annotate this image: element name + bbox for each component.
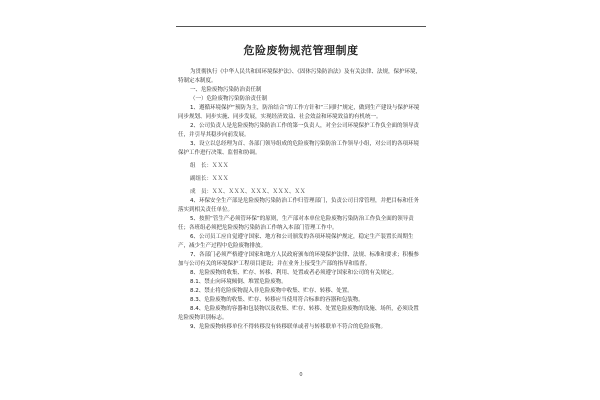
paragraph-item-6: 6、公司员工应自觉遵守国家、地方和公司颁发的各项环境保护规定，稳定生产装置长周期生产，减少生产过程中危险废物排放。 xyxy=(178,234,414,249)
deputy-leader-line: 副组长：ＸＸＸ xyxy=(190,176,229,182)
paragraph-item-4: 4、环保安全生产部是危险废物污染防治工作归管理部门，负责公司日常管理，并把目标和任务落实到相关责任单位。 xyxy=(178,198,420,213)
paragraph-item-2: 2、公司负责人是危险废物污染防治工作的第一负责人，对全公司环境保护工作负全面的领导责任，并引导其稳步向前发展。 xyxy=(178,123,420,138)
paragraph-intro: 为贯彻执行《中华人民共和国环境保护法》、《固体污染防治法》及有关法律、法规，保护环境，特制定本制度。 xyxy=(178,69,422,84)
paragraph-item-8-2: 8.2、禁止将危险废物混入非危险废物中收集、贮存、转移、处置。 xyxy=(190,288,353,294)
page-number: 0 xyxy=(299,372,303,378)
paragraph-item-3: 3、设立以总经理为首、各部门领导组成的危险废物污染防治工作领导小组，对公司的各项环境保护工作进行决策、监督和协调。 xyxy=(178,141,420,156)
paragraph-item-9: 9、危险废物转移单位不得转移没有转移联单或者与转移联单不符合的危险废物。 xyxy=(190,324,387,330)
section-heading: 一、危险废物污染防治责任制 xyxy=(190,87,262,93)
document-body xyxy=(178,68,424,332)
paragraph-item-1: 1、遵循环境保护“预防为主，防治结合”的工作方针和“三同时”规定，做到生产建设与保护环境同步规划、同步实施、同步发展，实现经济效益、社会效益和环境效益的有机统一。 xyxy=(178,105,420,120)
paragraph-item-7: 7、各部门必须严格遵守国家和地方人民政府颁布的环境保护法律、法规、标准和要求；积极参加与公司有关的环境保护工程项目建设；并在业务上接受生产部的指导和监督。 xyxy=(178,252,420,267)
leader-line: 组 长：ＸＸＸ xyxy=(190,163,229,169)
paragraph-item-5: 5、按照“管生产必须管环保”的原则，生产部对本单位危险废物污染防治工作负全面的领导责任；各班组必须把危险废物污染防治工作纳入本部门管理工作中。 xyxy=(178,216,414,231)
paragraph-item-8: 8、危险废物的收集、贮存、转移、利用、处置或者必须遵守国家和公司的有关规定。 xyxy=(190,270,398,276)
paragraph-item-8-4: 8.4、危险废物的容器和包装物以及收集、贮存、转移、处置危险废物的设施、场所，必须设置危险废物识别标志。 xyxy=(178,306,419,321)
subsection-heading: （一）危险废物污染防治责任制 xyxy=(190,96,268,102)
document-page xyxy=(176,26,426,388)
paragraph-item-8-3: 8.3、危险废物的收集、贮存、转移应当使用符合标准的容器和包装物。 xyxy=(190,297,364,303)
document-title: 危险废物规范管理制度 xyxy=(243,44,359,57)
members-line: 成 员：ＸＸ、ＸＸＸ、ＸＸＸ、ＸＸＸ、ＸＸ xyxy=(190,189,306,195)
paragraph-item-8-1: 8.1、禁止向环境倾倒、堆置危险废物。 xyxy=(190,279,287,285)
header-rule xyxy=(176,26,426,27)
